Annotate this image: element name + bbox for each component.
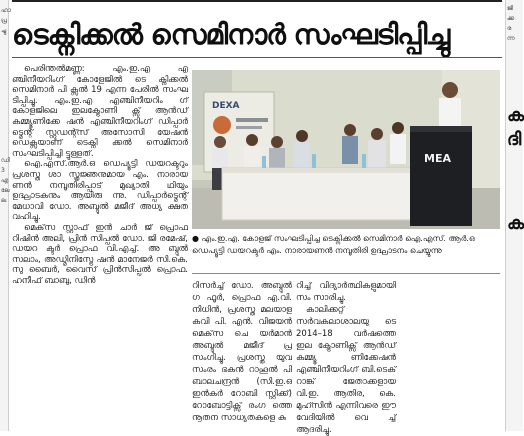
photo-caption xyxy=(192,233,500,271)
article-column-2 xyxy=(192,280,292,431)
edge-right-fragment: ര xyxy=(507,25,512,32)
edge-left-fragment: ല xyxy=(1,197,7,204)
backdrop-label: DEXA xyxy=(212,101,240,111)
article-column-4 xyxy=(400,280,500,431)
edge-left-fragment: 3 xyxy=(1,167,5,174)
edge-right-fragment: ക്ക xyxy=(507,15,515,22)
event-photo-illustration xyxy=(192,70,500,229)
edge-right-fragment: ന്ന xyxy=(507,35,515,42)
edge-left-fragment: ഹാ xyxy=(1,7,11,14)
event-photo xyxy=(192,70,500,229)
edge-right-fragment: ജി xyxy=(507,5,514,12)
paragraph: കാലിക്കറ്റ് സർവകലാശാലയു ടെ 2014–18 വർഷത്തെ ഇല ക്ട്രോണിക്സ് ആൻഡ് കമ്മ്യൂ ണിക്കേഷൻ എഞ്ചിനീയറിംഗ് ബി.ടെക് റാങ്ക് ജേതാക്കളായ വി.ഇ. ആതിര, കെ. മുഹ്സിൻ എന്നിവരെ ഈ വേദിയിൽ വെ ച്ച് ആദരിച്ചു. xyxy=(296,305,396,435)
top-rule xyxy=(12,0,502,2)
edge-right-fragment: ക xyxy=(507,105,524,126)
edge-left-fragment: ച്ചു xyxy=(1,27,7,34)
adjacent-article-left xyxy=(0,0,9,431)
caption-bullet: ● xyxy=(192,234,199,243)
paragraph: മെക്‌സ സ്റ്റാഫ് ഇൻ ചാർ ജ് പ്രൊഫ റിഷിൻ അലി, പ്രിൻ സിപ്പൽ ഡോ. ജി രമേഷ്, ഡയറ ക്ടർ പ്രൊഫ വി.എച്ച്. അ ബ്ദുൽ സലാം, അഡ്മിനിസ്ട്രേ ഷൻ മാനേജർ സി.കെ. സു ബൈർ, വൈസ് പ്രിൻസിപ്പൽ പ്രൊഫ. ഹനീഫ് ബാബു, ഡിൻ xyxy=(12,222,188,286)
edge-right-fragment: ക xyxy=(507,213,524,234)
adjacent-article-right xyxy=(505,0,523,431)
edge-right-fragment: ദി xyxy=(507,129,522,150)
caption-rule xyxy=(192,273,500,274)
headline-rule xyxy=(12,57,502,58)
edge-left-fragment: ഡി xyxy=(1,157,10,164)
article-column-3 xyxy=(296,280,396,435)
podium-label: MEA xyxy=(424,152,451,165)
paragraph: റിച്ച് വിദ്യാർത്ഥികളുമായി സം സാരിച്ചു. xyxy=(296,281,396,303)
article-column-left xyxy=(12,64,188,431)
paragraph: പെരിന്തൽമണ്ണ: എം.ഇ.എ എ ഞ്ചിനീയറിംഗ് കോളേജിൽ ടെ ക്നിക്കൽ സെമിനാർ പി ക്സൽ 19 എന്ന പേരിൽ സംഘ ടിപ്പിച്ചു. എം.ഇ.എ എഞ്ചിനീയറിം ഗ് കോളജിലെ ഇലക്ട്രോണി ക്സ് ആൻഡ് കമ്മ്യൂണിക്കേ ഷൻ എഞ്ചിനീയറിംഗ് ഡിപ്പാർ ട്മെന്റ് സ്റ്റുഡന്റ്സ് അസോസി യേഷൻ ഡെക്സയാണ് ടെക്നി ക്കൽ സെമിനാർ സംഘടിപ്പിച്ചി ട്ടുള്ളത്. xyxy=(12,64,188,159)
paragraph: റിസർച്ച് ഡോ. അബ്ദുൽ ഗ ഫൂർ, പ്രൊഫ എ.വി. നിധിൻ, പ്രശസ്ത മലയാള കവി പി. എൻ. വിജയൻ മെക്‌സ ചെ യർമാൻ അബ്ദുൽ മജീദ് പ്ര സംഗിച്ചു. പ്രശസ്ത യുവ സംരം ഭകൻ റാഹൂൽ പി ബാലചന്ദ്രൻ (സി.ഇ.ഒ ഇൻകർ റോബി സ്റ്റിക്ക്) റോബോട്ടിക്സ് രംഗ ത്തെ നൂതന സാധ്യതകളെ കു xyxy=(192,281,292,423)
edge-left-fragment: എ xyxy=(1,177,9,184)
edge-left-fragment: പ്ര xyxy=(1,17,8,24)
paragraph: ഐ.എസ്.ആർ.ഒ ഡെപ്യൂട്ടി ഡയറക്ടറും പ്രശസ്ത ശാ സ്ത്രജ്ഞനുമായ എം. നാരായ ണൻ നമ്പൂതിരിപ്പാട് മുഖ്യാതി ഥിയും ഉദ്ഘാടകനും ആയിരു ന്നു. ഡിപ്പാർട്മെന്റ് മേധാവി ഡോ. അബ്ദുൽ മജീദ് അധ്യ ക്ഷത വഹിച്ചു. xyxy=(12,159,188,223)
article-headline: ടെക്നിക്കൽ സെമിനാർ സംഘടിപ്പിച്ചു xyxy=(12,18,450,51)
caption-text: എം.ഇ.എ. കോളജ് സംഘടിപ്പിച്ച ടെക്നിക്കൽ സെമിനാർ ഐ.എസ്. ആർ.ഒ ഡെപ്യൂട്ടി ഡയറക്ടർ എം. നാരായണൻ നമ്പൂതിരി ഉദ്ഘാടനം ചെയ്യുന്നു xyxy=(192,234,475,255)
edge-left-fragment: ലേ xyxy=(1,187,10,194)
